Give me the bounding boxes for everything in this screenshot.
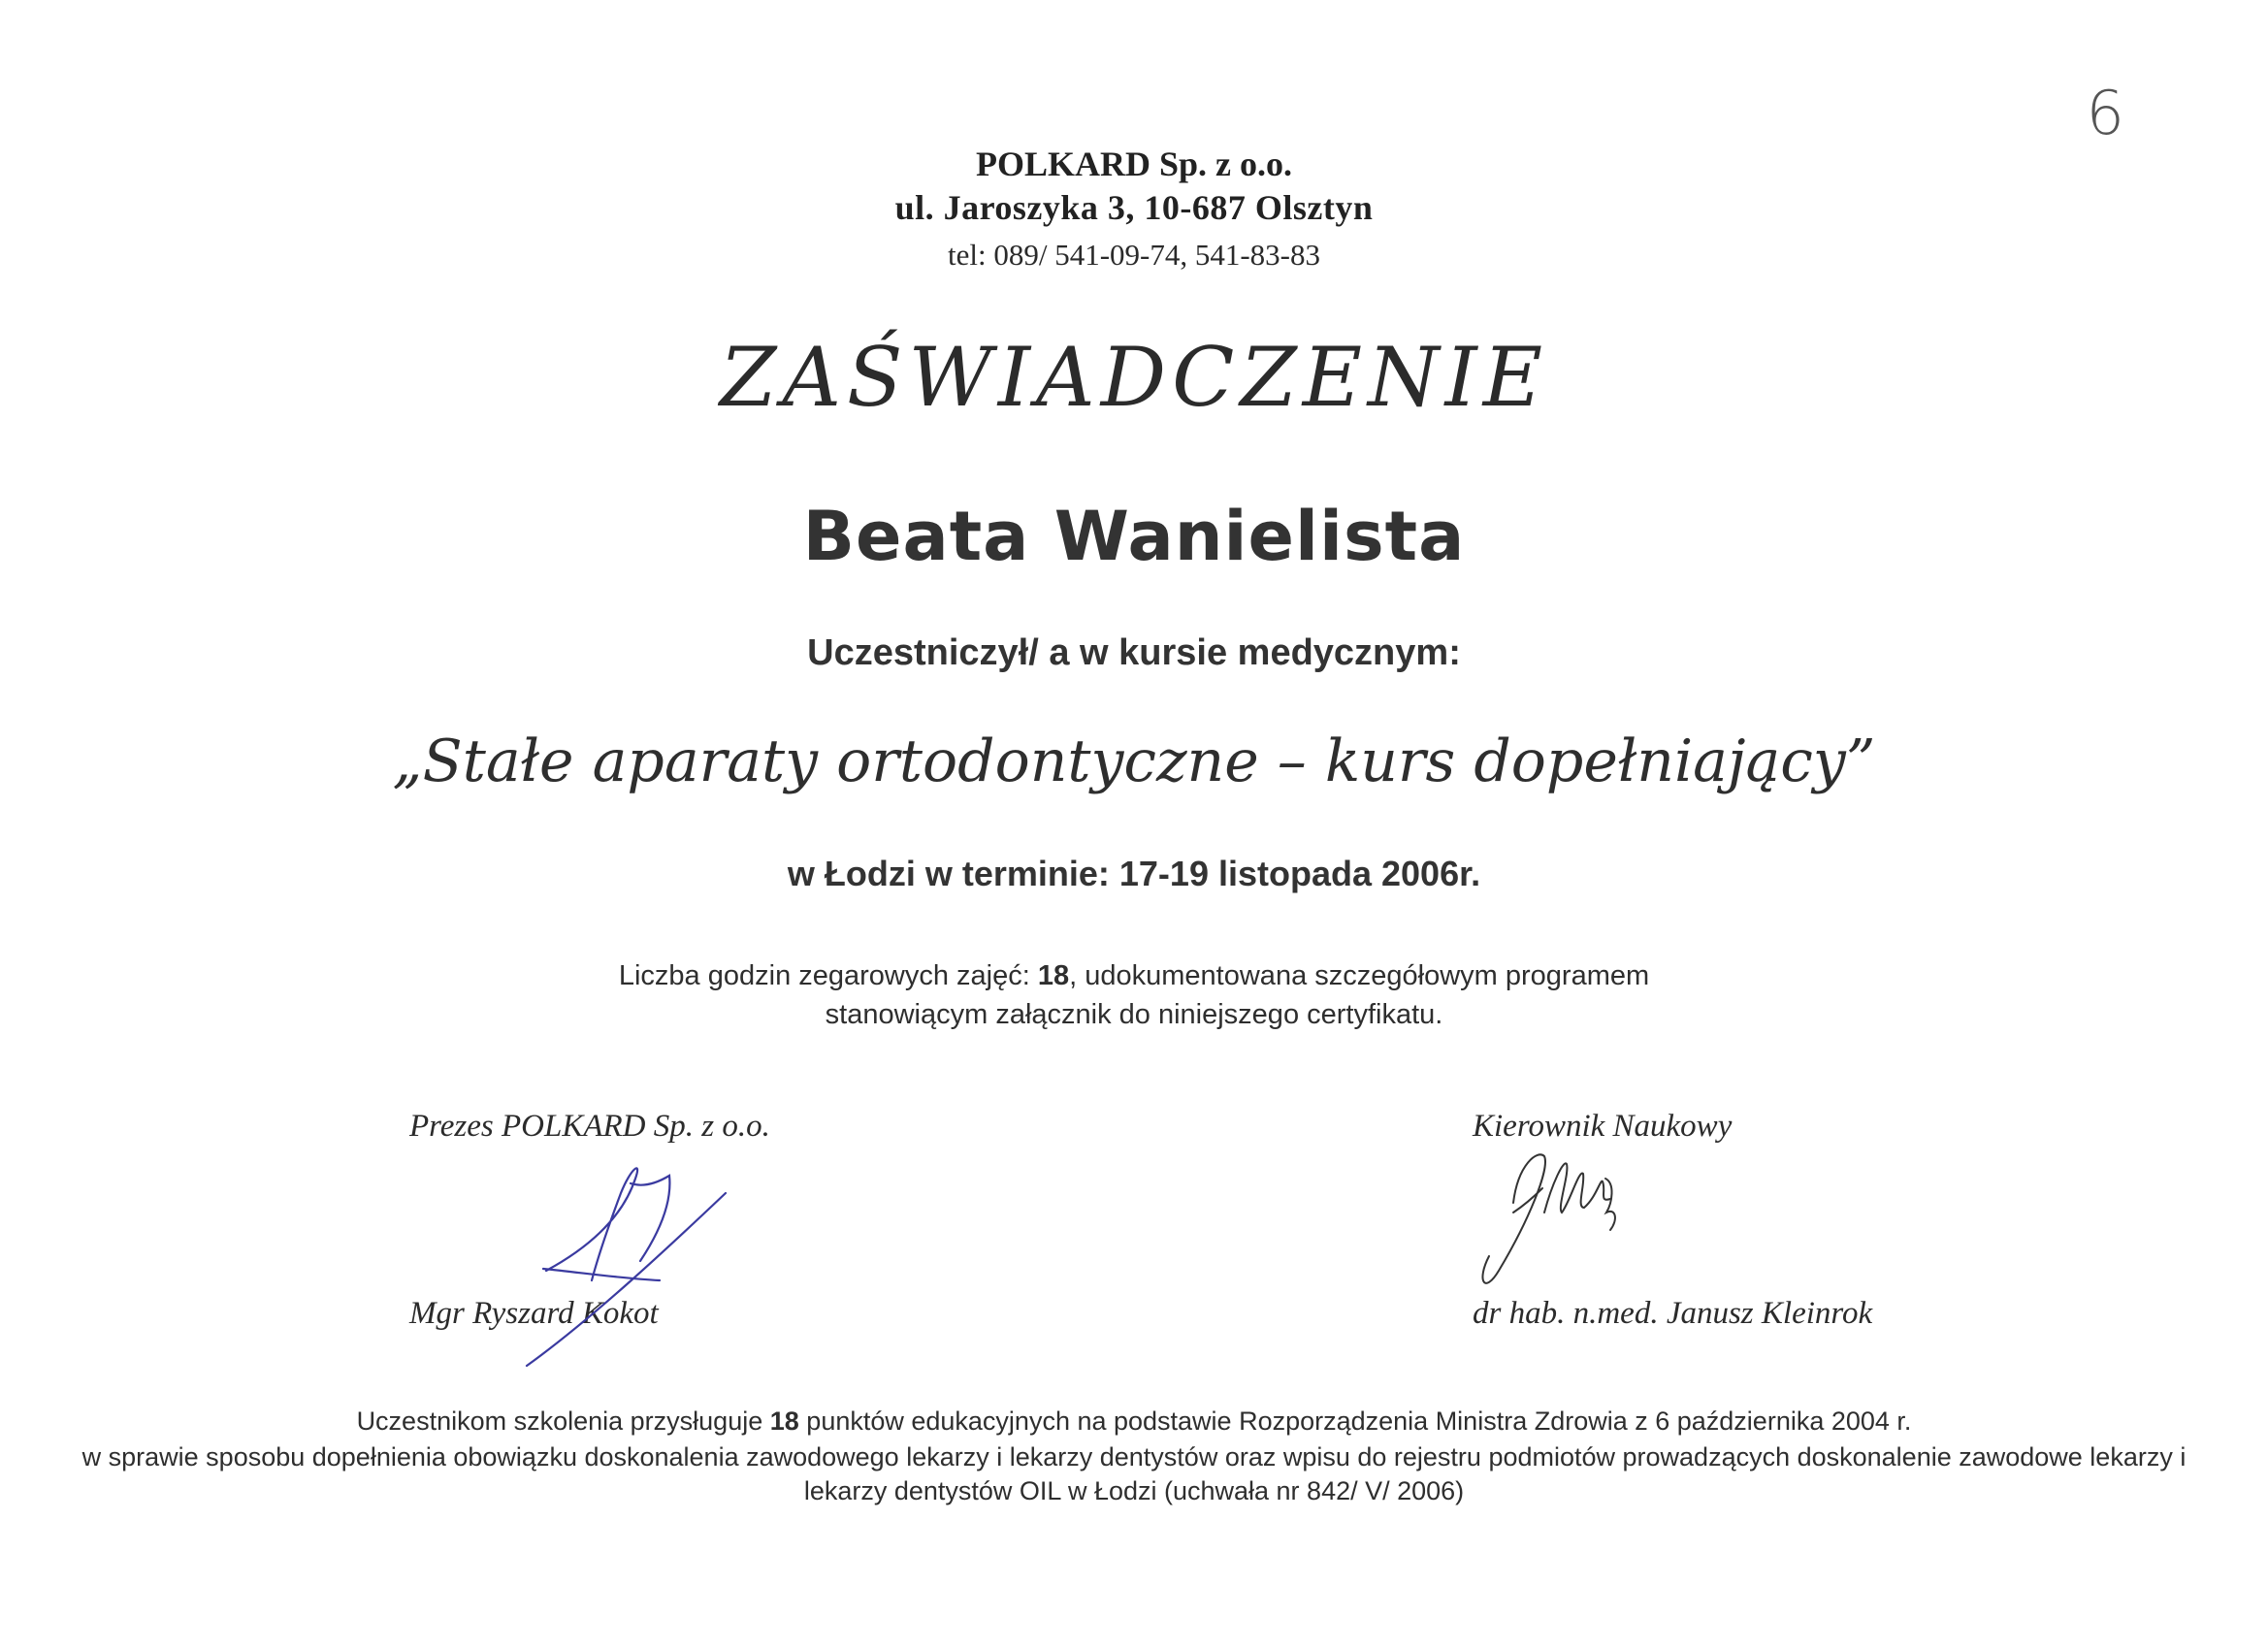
footer-line-1-suffix: punktów edukacyjnych na podstawie Rozporządzenia Ministra Zdrowia z 6 października 2004 r. [798, 1406, 1912, 1436]
course-title: „Stałe aparaty ortodontyczne – kurs dopełniający” [392, 728, 1876, 795]
hours-suffix: , udokumentowana szczegółowym programem [1069, 960, 1650, 991]
hours-prefix: Liczba godzin zegarowych zajęć: [618, 960, 1038, 991]
page-number: 6 [2086, 78, 2124, 148]
footer-points: 18 [769, 1406, 799, 1436]
participation-statement: Uczestniczył/ a w kursie medycznym: [807, 632, 1461, 673]
course-location-date: w Łodzi w terminie: 17-19 listopada 2006r. [787, 854, 1481, 893]
hours-statement-line-2: stanowiącym załącznik do niniejszego certyfikatu. [825, 999, 1443, 1030]
hours-statement [0, 960, 2268, 992]
recipient-name: Beata Wanielista [802, 497, 1466, 576]
left-handwritten-signature [527, 1168, 726, 1366]
signatory-left-name: Mgr Ryszard Kokot [409, 1296, 659, 1331]
issuer-address: ul. Jaroszyka 3, 10-687 Olsztyn [894, 188, 1374, 227]
right-handwritten-signature [1482, 1154, 1614, 1283]
signatory-right-name: dr hab. n.med. Janusz Kleinrok [1473, 1296, 1873, 1331]
footer-line-1-prefix: Uczestnikom szkolenia przysługuje [356, 1406, 770, 1436]
hours-count: 18 [1037, 960, 1070, 991]
issuer-name: POLKARD Sp. z o.o. [975, 145, 1293, 183]
footer-line-3: lekarzy dentystów OIL w Łodzi (uchwała nr 842/ V/ 2006) [803, 1476, 1465, 1505]
signatory-left-role: Prezes POLKARD Sp. z o.o. [409, 1109, 770, 1144]
signatory-right-role: Kierownik Naukowy [1473, 1109, 1733, 1144]
issuer-phone: tel: 089/ 541-09-74, 541-83-83 [947, 238, 1320, 272]
footer-line-1 [0, 1406, 2268, 1437]
document-title: ZAŚWIADCZENIE [719, 330, 1549, 425]
footer-line-2: w sprawie sposobu dopełnienia obowiązku doskonalenia zawodowego lekarzy i lekarzy dentystów oraz wpisu do rejestru podmiotów prowadzących doskonalenie zawodowe lekarzy i [81, 1442, 2187, 1471]
